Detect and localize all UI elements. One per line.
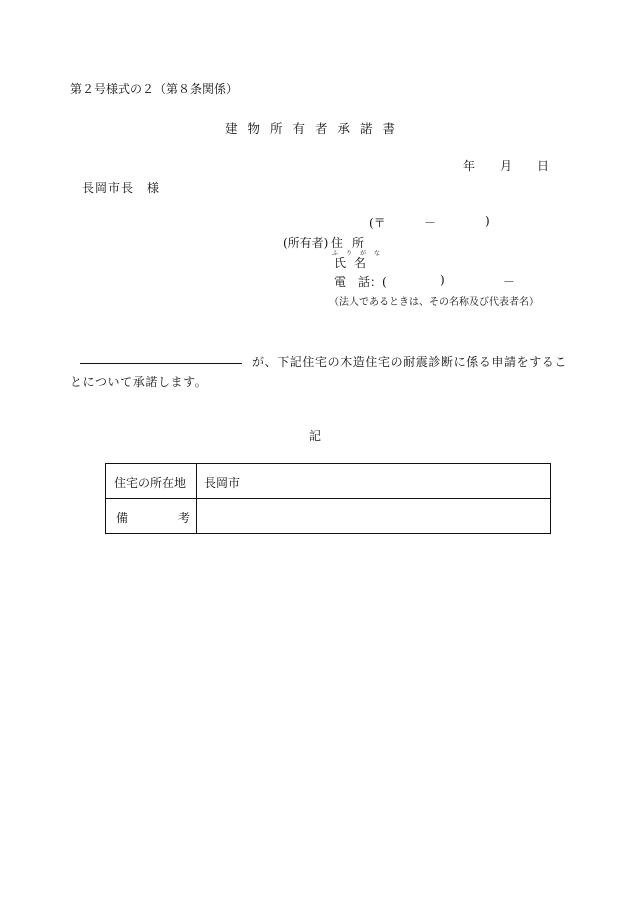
document-title: 建物所有者承諾書 <box>224 121 405 136</box>
owner-label: (所有者) <box>283 236 329 250</box>
phone-label: 電 話：( <box>334 275 387 289</box>
ki-heading: 記 <box>308 429 321 443</box>
corporate-note: （法人であるときは、その名称及び代表者名） <box>329 297 539 308</box>
consent-text-line2: とについて承諾します。 <box>70 375 208 389</box>
info-table <box>105 463 551 534</box>
name-label: 氏名 <box>334 256 375 270</box>
phone-dash: － <box>503 275 516 289</box>
remarks-label-part2: 考 <box>178 511 191 525</box>
form-number: 第２号様式の２（第８条関係） <box>70 82 239 96</box>
date-month-label: 月 <box>500 159 513 173</box>
name-ruby: ふりがな <box>332 250 389 257</box>
remarks-label-part1: 備 <box>116 511 129 525</box>
remarks-label-cell <box>106 499 197 533</box>
postal-code-dash: － <box>424 216 437 230</box>
phone-close: ) <box>440 273 445 287</box>
location-label: 住宅の所在地 <box>114 476 187 490</box>
postal-code-open: (〒 <box>369 216 386 230</box>
date-day-label: 日 <box>537 159 550 173</box>
remarks-value-cell <box>197 499 550 533</box>
location-value-cell <box>197 464 550 498</box>
location-label-cell <box>106 464 197 498</box>
table-row-location <box>106 464 550 499</box>
consent-text-line1: が、下記住宅の木造住宅の耐震診断に係る申請をするこ <box>252 355 568 369</box>
location-value: 長岡市 <box>204 476 241 490</box>
addressee: 長岡市長 様 <box>82 181 161 195</box>
table-row-remarks <box>106 499 550 533</box>
consenter-blank-line <box>80 363 242 364</box>
address-label: 住所 <box>331 236 374 250</box>
postal-code-close: ) <box>485 214 490 228</box>
date-year-label: 年 <box>463 159 476 173</box>
